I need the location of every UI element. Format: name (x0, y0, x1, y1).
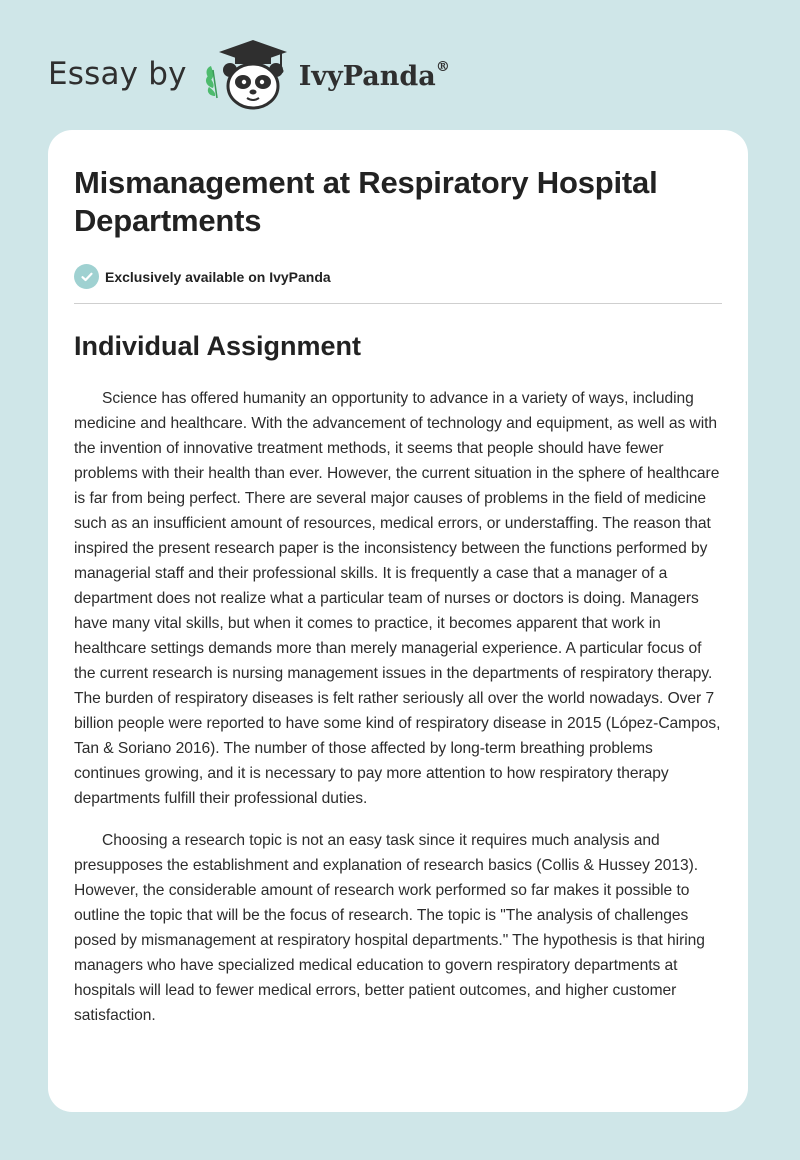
ivy-leaf-icon (206, 66, 217, 98)
page-title: Mismanagement at Respiratory Hospital Departments (74, 165, 658, 238)
essay-by-label: Essay by (48, 56, 187, 92)
exclusive-label: Exclusively available on IvyPanda (105, 268, 331, 285)
section-title: Individual Assignment (74, 331, 362, 361)
site-header (48, 36, 450, 112)
ivypanda-logo-icon[interactable] (201, 36, 293, 112)
divider (74, 303, 722, 304)
article-card (48, 130, 748, 1112)
check-icon (74, 264, 99, 289)
brand-name[interactable]: IvyPanda® (298, 58, 450, 92)
exclusive-badge (74, 264, 722, 289)
paragraph-2: Choosing a research topic is not an easy task since it requires much analysis and presupposes the establishment and explanation of research basics (Collis & Hussey 2013). However, the considerable amount of research work performed so far makes it possible to outline the topic that will be the focus of research. The topic is "The analysis of challenges posed by mismanagement at respiratory hospital departments." The hypothesis is that hiring managers who have specialized medical education to govern respiratory departments at hospitals will lead to fewer medical errors, better patient outcomes, and higher customer satisfaction. (74, 832, 705, 1024)
paragraph-1: Science has offered humanity an opportunity to advance in a variety of ways, including medicine and healthcare. With the advancement of technology and equipment, as well as with the invention of innovative treatment methods, it seems that people should have fewer problems with their health than ever. However, the current situation in the sphere of healthcare is far from being perfect. There are several major causes of problems in the field of medicine such as an insufficient amount of resources, medical errors, or understaffing. The reason that inspired the present research paper is the inconsistency between the functions performed by managerial staff and their professional skills. It is frequently a case that a manager of a department does not realize what a particular team of nurses or doctors is doing. Managers have many vital skills, but when it comes to practice, it becomes apparent that work in healthcare settings demands more than merely managerial experience. A particular focus of the current research is nursing management issues in the departments of respiratory therapy. The burden of respiratory diseases is felt rather seriously all over the world nowadays. Over 7 billion people were reported to have some kind of respiratory disease in 2015 (López-Campos, Tan & Soriano 2016). The number of those affected by long-term breathing problems continues growing, and it is necessary to pay more attention to how respiratory therapy departments fulfill their professional duties. (74, 390, 721, 807)
